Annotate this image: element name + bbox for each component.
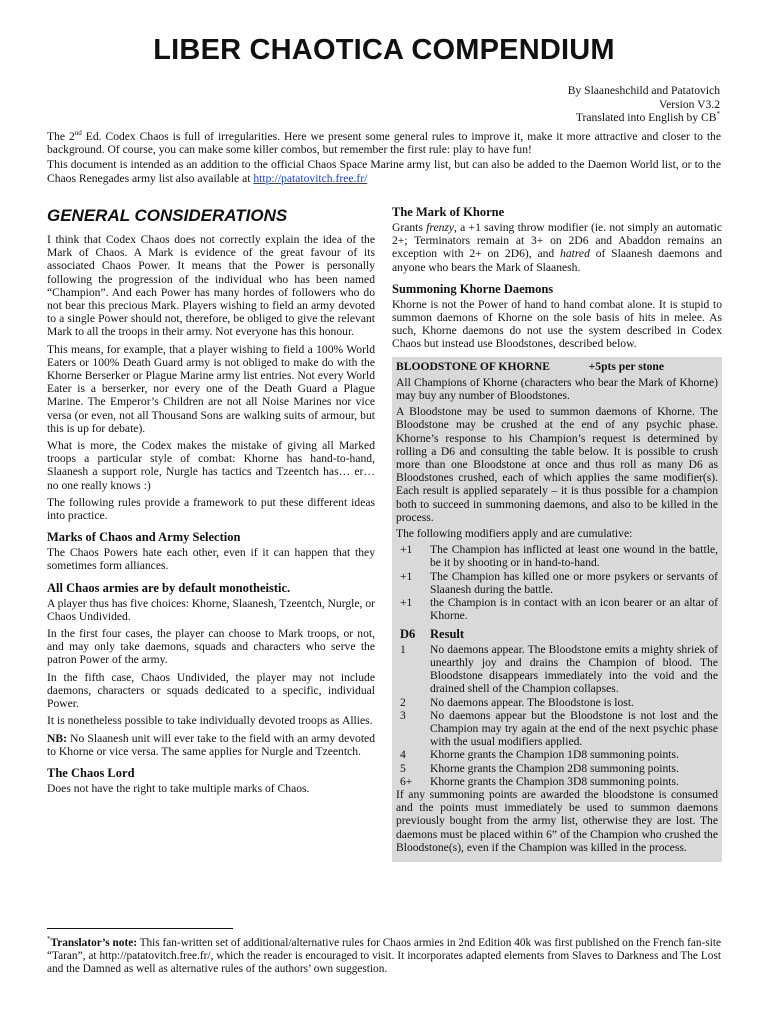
result-row: 1 No daemons appear. The Bloodstone emits a mighty shriek of unearthly joy and drains the Champion of blood. The Bloodstone disappears immediately into the void and the drained shell of the Champion collapses. xyxy=(400,642,718,696)
subheading-mark-of-khorne: The Mark of Khorne xyxy=(392,205,505,219)
footnote-divider xyxy=(47,928,233,929)
result-row: 2 No daemons appear. The Bloodstone is lost. xyxy=(400,695,634,709)
paragraph: A player thus has five choices: Khorne, Slaanesh, Tzeentch, Nurgle, or Chaos Undivided. xyxy=(47,596,375,623)
paragraph: I think that Codex Chaos does not correctly explain the idea of the Mark of Chaos. A Mark is evidence of the great favour of its associated Chaos Power. It means that the Power is personally following the progression of the individual who has been named “Champion”. And each Power has many hordes of followers who do not bear this precious Mark. Players wishing to field an army devoted to a single Power should not, therefore, be obliged to give the relevant Mark to all the troops in their army. Not everyone has this honour. xyxy=(47,233,375,339)
box-title: BLOODSTONE OF KHORNE xyxy=(396,359,550,373)
site-link[interactable]: http://patatovitch.free.fr/ xyxy=(253,171,368,185)
result-row: 6+ Khorne grants the Champion 3D8 summoning points. xyxy=(400,774,679,788)
byline xyxy=(568,84,720,125)
box-header xyxy=(396,360,718,373)
paragraph: Does not have the right to take multiple marks of Chaos. xyxy=(47,781,310,795)
section-heading: GENERAL CONSIDERATIONS xyxy=(47,206,288,225)
bloodstone-box xyxy=(392,357,722,862)
box-paragraph: The following modifiers apply and are cumulative: xyxy=(396,527,633,541)
paragraph: Grants frenzy, a +1 saving throw modifier (ie. not simply an automatic 2+; Terminators remain at 3+ on 2D6 and Abaddon remains an exception with 2+ on 2D6), and hatred of Slaanesh daemons and anyone who bears the Mark of Slaanesh. xyxy=(392,221,723,274)
subheading-chaos-lord: The Chaos Lord xyxy=(47,765,135,780)
document-title: LIBER CHAOTICA COMPENDIUM xyxy=(153,34,615,66)
paragraph: The following rules provide a framework to put these different ideas into practice. xyxy=(47,495,375,523)
version: Version V3.2 xyxy=(659,97,720,111)
result-row: 3 No daemons appear but the Bloodstone is not lost and the Champion may try again at the end of the next psychic phase with the usual modifiers applied. xyxy=(400,708,718,749)
left-column xyxy=(47,205,375,799)
intro-paragraph-1: The 2nd Ed. Codex Chaos is full of irregularities. Here we present some general rules to improve it, make it more attractive and closer to the background. Of course, you can make some killer combos, but remember the first rule: play to have fun! xyxy=(47,129,721,157)
subheading-marks: Marks of Chaos and Army Selection xyxy=(47,530,241,545)
modifier-row: +1 the Champion is in contact with an icon bearer or an altar of Khorne. xyxy=(400,596,718,623)
modifier-row: +1 The Champion has inflicted at least one wound in the battle, be it by shooting or in hand-to-hand. xyxy=(400,543,718,570)
paragraph: This means, for example, that a player wishing to field a 100% World Eaters or 100% Death Guard army is not obliged to make do with the Khorne Berserker or Plague Marine army list entries. Not every World Eater is a berserker, nor every one of the Death Guard a Plague Marine. The Emperor’s Children are not all Noise Marines nor vice versa (or even, not all Thousand Sons are walking suits of armour, but this is up for debate). xyxy=(47,342,375,435)
paragraph: Khorne is not the Power of hand to hand combat alone. It is stupid to summon daemons of Khorne on the sole basis of hits in melee. As such, Khorne daemons do not use the system described in Codex Chaos but instead use Bloodstones, described below. xyxy=(392,297,722,351)
footnote: *Translator’s note: This fan-written set of additional/alternative rules for Chaos armies in 2nd Edition 40k was first published on the French fan-site “Taran”, at http://patatovitch.free.fr/, which the reader is encouraged to visit. It incorporates adapted elements from Slaves to Darkness and The Lost and the Damned as well as alternative rules of the authors’ own suggestion. xyxy=(47,935,721,976)
result-row: 4 Khorne grants the Champion 1D8 summoning points. xyxy=(400,748,679,762)
paragraph: In the first four cases, the player can choose to Mark troops, or not, and may only take daemons, squads and characters who serve the patron Power of the army. xyxy=(47,627,375,667)
intro-paragraph-2: This document is intended as an addition to the official Chaos Space Marine army list, but can also be added to the Daemon World list, or to the Chaos Renegades army list also available at http://patatovitch.free.fr/ xyxy=(47,158,721,185)
results-table xyxy=(396,643,718,788)
box-cost: +5pts per stone xyxy=(588,359,664,373)
box-paragraph: If any summoning points are awarded the bloodstone is consumed and the points must immediately be used to summon daemons previously bought from the army list, otherwise they are lost. The daemons must be placed within 6” of the Champion who crushed the Bloodstone(s), even if the Champion was killed in the process. xyxy=(396,787,718,854)
right-column xyxy=(392,205,722,862)
box-paragraph: A Bloodstone may be used to summon daemons of Khorne. The Bloodstone may be crushed at the end of any psychic phase. Khorne’s response to his Champion’s request is determined by rolling a D6 and consulting the table below. It is possible to crush more than one Bloodstone at once and thus roll as many D6 as Bloodstones crushed, each of which applies the same modifier(s). Each result is applied separately – it is thus possible for a champion both to succeed in summoning daemons, and also to be killed in the process. xyxy=(396,405,718,524)
result-row: 5 Khorne grants the Champion 2D8 summoning points. xyxy=(400,761,679,775)
intro xyxy=(47,130,721,187)
subheading-monotheistic: All Chaos armies are by default monotheistic. xyxy=(47,580,291,595)
paragraph: What is more, the Codex makes the mistake of giving all Marked troops a particular style of combat: Khorne has hand-to-hand, Slaanesh a support role, Nurgle has tactics and Tzeentch has… er… no one really knows :) xyxy=(47,439,375,492)
paragraph: It is nonetheless possible to take individually devoted troops as Allies. xyxy=(47,714,373,728)
modifier-list xyxy=(396,543,718,622)
subheading-summoning: Summoning Khorne Daemons xyxy=(392,281,554,296)
modifier-row: +1 The Champion has killed one or more psykers or servants of Slaanesh during the battle. xyxy=(400,569,718,596)
translator: Translated into English by CB* xyxy=(575,110,720,125)
paragraph: The Chaos Powers hate each other, even if it can happen that they sometimes form alliances. xyxy=(47,546,375,573)
footnote-ref: * xyxy=(716,110,720,119)
authors: By Slaaneshchild and Patatovich xyxy=(567,84,720,97)
results-table-header: D6 Result xyxy=(400,627,465,642)
nb-paragraph: NB: No Slaanesh unit will ever take to the field with an army devoted to Khorne or vice versa. The same applies for Nurgle and Tzeentch. xyxy=(47,731,375,758)
paragraph: In the fifth case, Chaos Undivided, the player may not include daemons, characters or squads dedicated to a specific, individual Power. xyxy=(47,670,375,711)
box-paragraph: All Champions of Khorne (characters who bear the Mark of Khorne) may buy any number of Bloodstones. xyxy=(396,375,718,403)
